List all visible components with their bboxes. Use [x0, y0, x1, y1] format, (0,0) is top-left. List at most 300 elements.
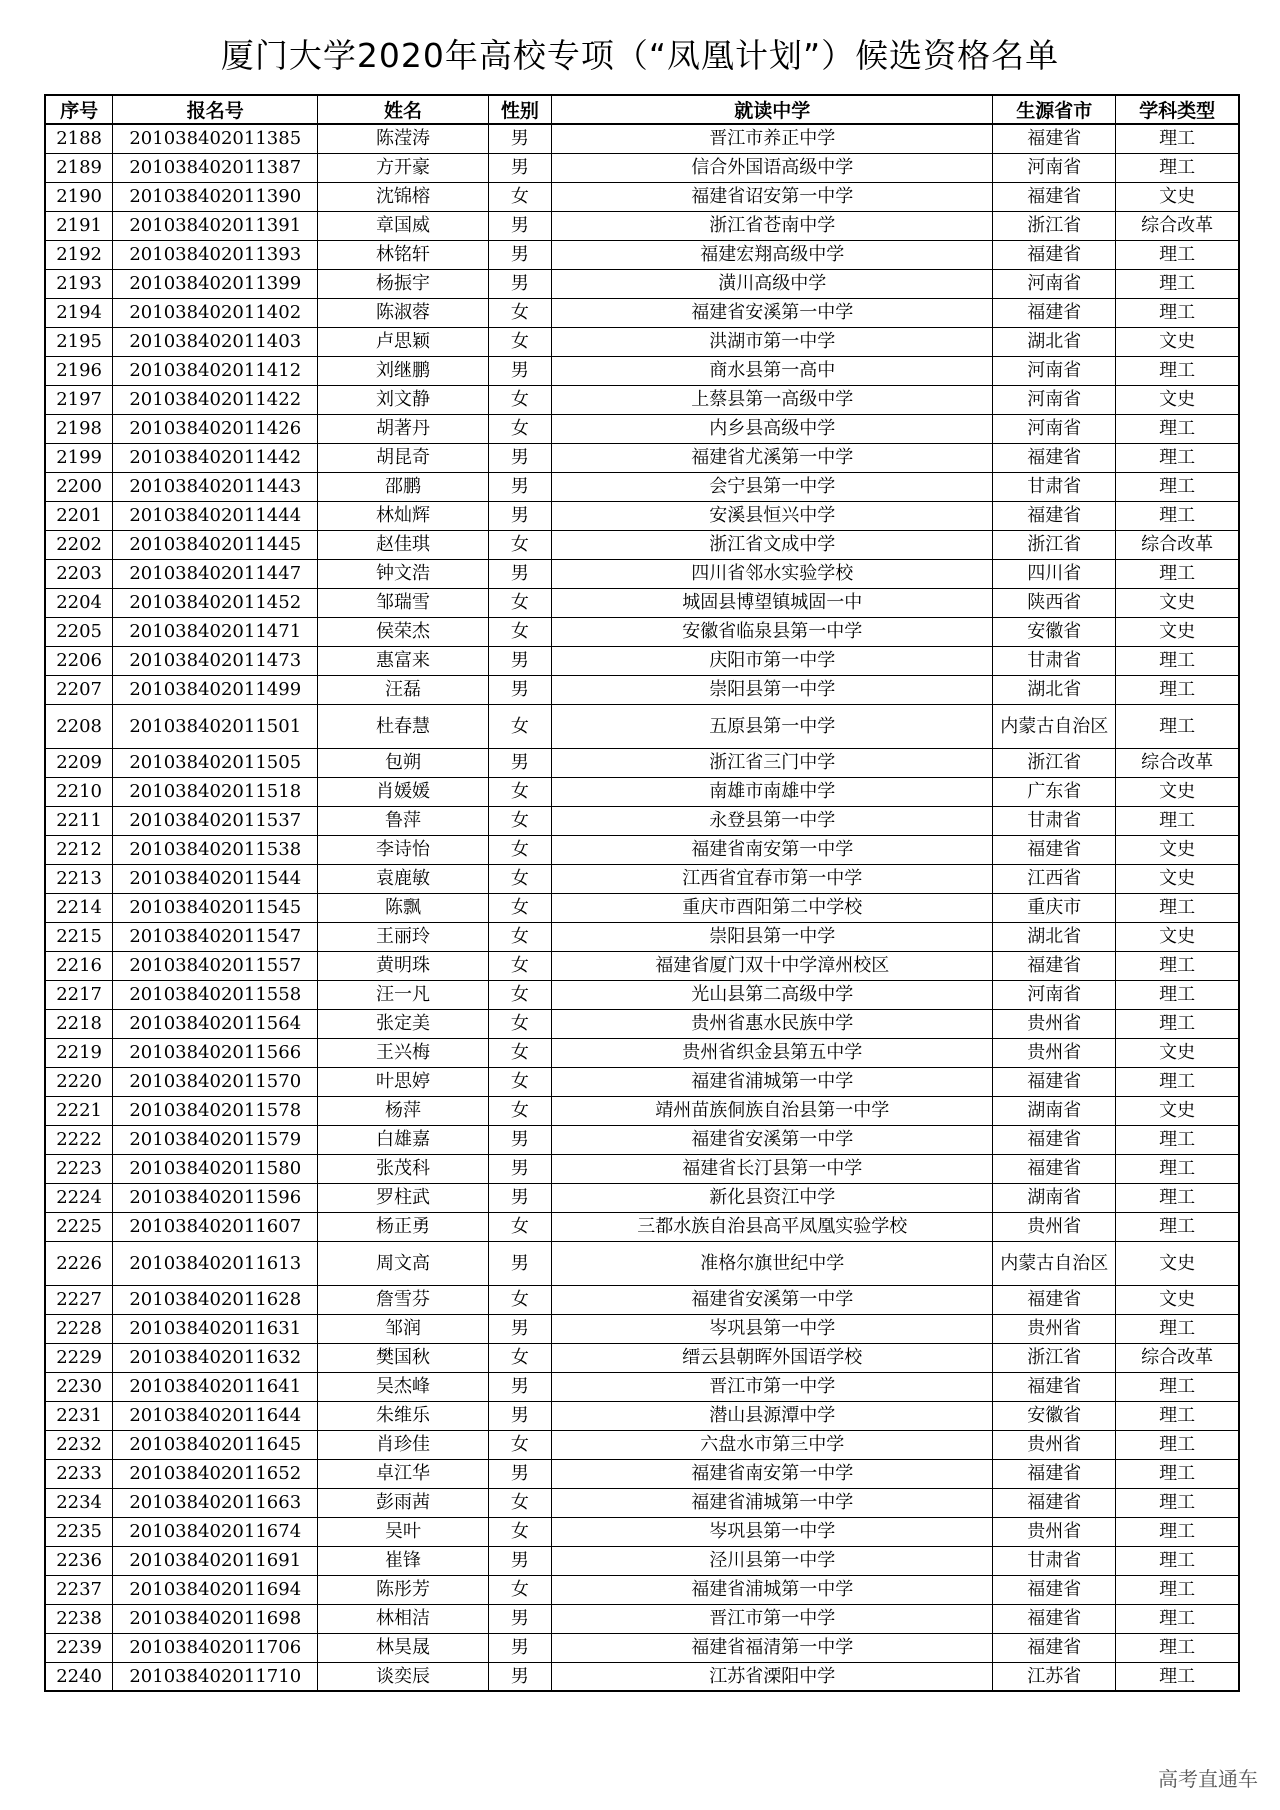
- seq-cell: 2238: [45, 1604, 113, 1633]
- reg-no-cell: 201038402011694: [113, 1575, 318, 1604]
- table-row: [45, 1488, 1239, 1517]
- reg-no-cell: 201038402011444: [113, 501, 318, 530]
- subject-cell: 理工: [1116, 356, 1239, 385]
- table-row: [45, 1343, 1239, 1372]
- seq-cell: 2190: [45, 182, 113, 211]
- province-cell: 陕西省: [993, 588, 1116, 617]
- province-cell: 福建省: [993, 1633, 1116, 1662]
- table-row: [45, 806, 1239, 835]
- gender-cell: 女: [488, 414, 552, 443]
- seq-cell: 2201: [45, 501, 113, 530]
- subject-cell: 理工: [1116, 1009, 1239, 1038]
- seq-cell: 2231: [45, 1401, 113, 1430]
- school-cell: 贵州省惠水民族中学: [552, 1009, 993, 1038]
- table-row: [45, 1372, 1239, 1401]
- gender-cell: 女: [488, 1517, 552, 1546]
- candidate-table: [44, 94, 1240, 1692]
- subject-cell: 理工: [1116, 1314, 1239, 1343]
- province-cell: 贵州省: [993, 1009, 1116, 1038]
- gender-cell: 男: [488, 124, 552, 153]
- seq-cell: 2232: [45, 1430, 113, 1459]
- table-row: [45, 1575, 1239, 1604]
- gender-cell: 女: [488, 385, 552, 414]
- seq-cell: 2207: [45, 675, 113, 704]
- seq-cell: 2214: [45, 893, 113, 922]
- school-cell: 四川省邻水实验学校: [552, 559, 993, 588]
- reg-no-cell: 201038402011391: [113, 211, 318, 240]
- seq-cell: 2229: [45, 1343, 113, 1372]
- gender-cell: 女: [488, 980, 552, 1009]
- gender-cell: 男: [488, 646, 552, 675]
- subject-cell: 理工: [1116, 1488, 1239, 1517]
- seq-cell: 2205: [45, 617, 113, 646]
- school-cell: 安徽省临泉县第一中学: [552, 617, 993, 646]
- subject-cell: 文史: [1116, 864, 1239, 893]
- table-row: [45, 414, 1239, 443]
- table-row: [45, 1154, 1239, 1183]
- subject-cell: 理工: [1116, 443, 1239, 472]
- name-cell: 谈奕辰: [318, 1662, 488, 1691]
- reg-no-cell: 201038402011393: [113, 240, 318, 269]
- gender-cell: 女: [488, 1488, 552, 1517]
- table-body: [45, 124, 1239, 1691]
- table-row: [45, 182, 1239, 211]
- province-cell: 河南省: [993, 269, 1116, 298]
- gender-cell: 女: [488, 1575, 552, 1604]
- school-cell: 南雄市南雄中学: [552, 777, 993, 806]
- province-cell: 福建省: [993, 1488, 1116, 1517]
- name-cell: 赵佳琪: [318, 530, 488, 559]
- reg-no-cell: 201038402011674: [113, 1517, 318, 1546]
- subject-cell: 理工: [1116, 1575, 1239, 1604]
- table-row: [45, 559, 1239, 588]
- name-cell: 叶思婷: [318, 1067, 488, 1096]
- name-cell: 彭雨茜: [318, 1488, 488, 1517]
- column-header-seq: 序号: [45, 95, 113, 124]
- seq-cell: 2234: [45, 1488, 113, 1517]
- reg-no-cell: 201038402011537: [113, 806, 318, 835]
- province-cell: 福建省: [993, 1459, 1116, 1488]
- page-title: 厦门大学2020年高校专项（“凤凰计划”）候选资格名单: [220, 36, 1060, 75]
- name-cell: 吴叶: [318, 1517, 488, 1546]
- name-cell: 邹瑞雪: [318, 588, 488, 617]
- name-cell: 惠富来: [318, 646, 488, 675]
- seq-cell: 2222: [45, 1125, 113, 1154]
- name-cell: 朱维乐: [318, 1401, 488, 1430]
- name-cell: 杨正勇: [318, 1212, 488, 1241]
- school-cell: 福建省浦城第一中学: [552, 1067, 993, 1096]
- gender-cell: 女: [488, 864, 552, 893]
- reg-no-cell: 201038402011580: [113, 1154, 318, 1183]
- reg-no-cell: 201038402011399: [113, 269, 318, 298]
- seq-cell: 2212: [45, 835, 113, 864]
- subject-cell: 理工: [1116, 1401, 1239, 1430]
- province-cell: 福建省: [993, 501, 1116, 530]
- reg-no-cell: 201038402011596: [113, 1183, 318, 1212]
- reg-no-cell: 201038402011613: [113, 1241, 318, 1285]
- seq-cell: 2221: [45, 1096, 113, 1125]
- reg-no-cell: 201038402011645: [113, 1430, 318, 1459]
- reg-no-cell: 201038402011644: [113, 1401, 318, 1430]
- seq-cell: 2193: [45, 269, 113, 298]
- province-cell: 河南省: [993, 356, 1116, 385]
- gender-cell: 男: [488, 1183, 552, 1212]
- reg-no-cell: 201038402011518: [113, 777, 318, 806]
- gender-cell: 女: [488, 1430, 552, 1459]
- table-row: [45, 748, 1239, 777]
- province-cell: 湖北省: [993, 922, 1116, 951]
- table-row: [45, 646, 1239, 675]
- seq-cell: 2236: [45, 1546, 113, 1575]
- seq-cell: 2218: [45, 1009, 113, 1038]
- reg-no-cell: 201038402011570: [113, 1067, 318, 1096]
- subject-cell: 理工: [1116, 1212, 1239, 1241]
- school-cell: 重庆市酉阳第二中学校: [552, 893, 993, 922]
- subject-cell: 综合改革: [1116, 1343, 1239, 1372]
- school-cell: 三都水族自治县高平凤凰实验学校: [552, 1212, 993, 1241]
- gender-cell: 女: [488, 1343, 552, 1372]
- name-cell: 詹雪芬: [318, 1285, 488, 1314]
- seq-cell: 2209: [45, 748, 113, 777]
- seq-cell: 2219: [45, 1038, 113, 1067]
- gender-cell: 男: [488, 472, 552, 501]
- province-cell: 湖南省: [993, 1183, 1116, 1212]
- gender-cell: 女: [488, 1212, 552, 1241]
- seq-cell: 2208: [45, 704, 113, 748]
- name-cell: 王丽玲: [318, 922, 488, 951]
- school-cell: 靖州苗族侗族自治县第一中学: [552, 1096, 993, 1125]
- seq-cell: 2200: [45, 472, 113, 501]
- school-cell: 福建省福清第一中学: [552, 1633, 993, 1662]
- reg-no-cell: 201038402011452: [113, 588, 318, 617]
- table-row: [45, 864, 1239, 893]
- table-row: [45, 1067, 1239, 1096]
- province-cell: 贵州省: [993, 1430, 1116, 1459]
- province-cell: 内蒙古自治区: [993, 1241, 1116, 1285]
- subject-cell: 理工: [1116, 1183, 1239, 1212]
- name-cell: 罗柱武: [318, 1183, 488, 1212]
- gender-cell: 男: [488, 675, 552, 704]
- gender-cell: 男: [488, 501, 552, 530]
- table-row: [45, 1285, 1239, 1314]
- name-cell: 邹润: [318, 1314, 488, 1343]
- subject-cell: 文史: [1116, 1241, 1239, 1285]
- province-cell: 河南省: [993, 980, 1116, 1009]
- province-cell: 福建省: [993, 443, 1116, 472]
- seq-cell: 2227: [45, 1285, 113, 1314]
- gender-cell: 男: [488, 356, 552, 385]
- subject-cell: 理工: [1116, 1459, 1239, 1488]
- school-cell: 福建省浦城第一中学: [552, 1575, 993, 1604]
- subject-cell: 文史: [1116, 588, 1239, 617]
- school-cell: 崇阳县第一中学: [552, 922, 993, 951]
- province-cell: 湖南省: [993, 1096, 1116, 1125]
- school-cell: 潜山县源潭中学: [552, 1401, 993, 1430]
- name-cell: 卓江华: [318, 1459, 488, 1488]
- table-row: [45, 124, 1239, 153]
- column-header-name: 姓名: [318, 95, 488, 124]
- school-cell: 准格尔旗世纪中学: [552, 1241, 993, 1285]
- name-cell: 张茂科: [318, 1154, 488, 1183]
- name-cell: 刘继鹏: [318, 356, 488, 385]
- province-cell: 广东省: [993, 777, 1116, 806]
- column-header-subject: 学科类型: [1116, 95, 1239, 124]
- province-cell: 福建省: [993, 1067, 1116, 1096]
- reg-no-cell: 201038402011558: [113, 980, 318, 1009]
- seq-cell: 2220: [45, 1067, 113, 1096]
- school-cell: 上蔡县第一高级中学: [552, 385, 993, 414]
- table-row: [45, 269, 1239, 298]
- seq-cell: 2199: [45, 443, 113, 472]
- school-cell: 贵州省织金县第五中学: [552, 1038, 993, 1067]
- table-row: [45, 951, 1239, 980]
- subject-cell: 理工: [1116, 472, 1239, 501]
- school-cell: 福建省南安第一中学: [552, 1459, 993, 1488]
- seq-cell: 2216: [45, 951, 113, 980]
- reg-no-cell: 201038402011564: [113, 1009, 318, 1038]
- gender-cell: 女: [488, 951, 552, 980]
- reg-no-cell: 201038402011632: [113, 1343, 318, 1372]
- seq-cell: 2202: [45, 530, 113, 559]
- province-cell: 福建省: [993, 1154, 1116, 1183]
- province-cell: 江苏省: [993, 1662, 1116, 1691]
- table-row: [45, 1212, 1239, 1241]
- name-cell: 鲁萍: [318, 806, 488, 835]
- subject-cell: 理工: [1116, 269, 1239, 298]
- name-cell: 胡昆奇: [318, 443, 488, 472]
- gender-cell: 男: [488, 1604, 552, 1633]
- school-cell: 晋江市养正中学: [552, 124, 993, 153]
- school-cell: 福建省厦门双十中学漳州校区: [552, 951, 993, 980]
- subject-cell: 理工: [1116, 1372, 1239, 1401]
- province-cell: 安徽省: [993, 617, 1116, 646]
- name-cell: 林相洁: [318, 1604, 488, 1633]
- table-row: [45, 893, 1239, 922]
- table-row: [45, 1517, 1239, 1546]
- school-cell: 岑巩县第一中学: [552, 1314, 993, 1343]
- reg-no-cell: 201038402011544: [113, 864, 318, 893]
- province-cell: 贵州省: [993, 1038, 1116, 1067]
- reg-no-cell: 201038402011445: [113, 530, 318, 559]
- table-row: [45, 327, 1239, 356]
- table-row: [45, 501, 1239, 530]
- gender-cell: 女: [488, 922, 552, 951]
- province-cell: 福建省: [993, 1285, 1116, 1314]
- name-cell: 周文高: [318, 1241, 488, 1285]
- reg-no-cell: 201038402011631: [113, 1314, 318, 1343]
- name-cell: 王兴梅: [318, 1038, 488, 1067]
- name-cell: 刘文静: [318, 385, 488, 414]
- name-cell: 陈淑蓉: [318, 298, 488, 327]
- reg-no-cell: 201038402011442: [113, 443, 318, 472]
- school-cell: 信合外国语高级中学: [552, 153, 993, 182]
- province-cell: 甘肃省: [993, 1546, 1116, 1575]
- school-cell: 福建省安溪第一中学: [552, 1125, 993, 1154]
- subject-cell: 综合改革: [1116, 211, 1239, 240]
- table-row: [45, 588, 1239, 617]
- reg-no-cell: 201038402011501: [113, 704, 318, 748]
- seq-cell: 2195: [45, 327, 113, 356]
- gender-cell: 男: [488, 443, 552, 472]
- seq-cell: 2210: [45, 777, 113, 806]
- school-cell: 安溪县恒兴中学: [552, 501, 993, 530]
- province-cell: 河南省: [993, 153, 1116, 182]
- gender-cell: 女: [488, 704, 552, 748]
- column-header-school: 就读中学: [552, 95, 993, 124]
- province-cell: 江西省: [993, 864, 1116, 893]
- name-cell: 吴杰峰: [318, 1372, 488, 1401]
- subject-cell: 理工: [1116, 414, 1239, 443]
- name-cell: 杨振宇: [318, 269, 488, 298]
- gender-cell: 女: [488, 1009, 552, 1038]
- seq-cell: 2194: [45, 298, 113, 327]
- gender-cell: 女: [488, 588, 552, 617]
- table-row: [45, 211, 1239, 240]
- name-cell: 侯荣杰: [318, 617, 488, 646]
- province-cell: 福建省: [993, 1604, 1116, 1633]
- school-cell: 福建省长汀县第一中学: [552, 1154, 993, 1183]
- name-cell: 汪磊: [318, 675, 488, 704]
- name-cell: 肖媛媛: [318, 777, 488, 806]
- seq-cell: 2197: [45, 385, 113, 414]
- province-cell: 四川省: [993, 559, 1116, 588]
- subject-cell: 理工: [1116, 704, 1239, 748]
- name-cell: 汪一凡: [318, 980, 488, 1009]
- province-cell: 甘肃省: [993, 646, 1116, 675]
- reg-no-cell: 201038402011538: [113, 835, 318, 864]
- seq-cell: 2189: [45, 153, 113, 182]
- table-row: [45, 1604, 1239, 1633]
- school-cell: 内乡县高级中学: [552, 414, 993, 443]
- gender-cell: 女: [488, 1067, 552, 1096]
- province-cell: 贵州省: [993, 1314, 1116, 1343]
- gender-cell: 女: [488, 327, 552, 356]
- province-cell: 福建省: [993, 124, 1116, 153]
- subject-cell: 理工: [1116, 1546, 1239, 1575]
- school-cell: 洪湖市第一中学: [552, 327, 993, 356]
- reg-no-cell: 201038402011663: [113, 1488, 318, 1517]
- school-cell: 五原县第一中学: [552, 704, 993, 748]
- province-cell: 浙江省: [993, 211, 1116, 240]
- table-row: [45, 472, 1239, 501]
- gender-cell: 女: [488, 1038, 552, 1067]
- subject-cell: 文史: [1116, 835, 1239, 864]
- name-cell: 包朔: [318, 748, 488, 777]
- province-cell: 内蒙古自治区: [993, 704, 1116, 748]
- gender-cell: 女: [488, 530, 552, 559]
- seq-cell: 2203: [45, 559, 113, 588]
- reg-no-cell: 201038402011447: [113, 559, 318, 588]
- province-cell: 安徽省: [993, 1401, 1116, 1430]
- seq-cell: 2237: [45, 1575, 113, 1604]
- subject-cell: 理工: [1116, 559, 1239, 588]
- gender-cell: 女: [488, 835, 552, 864]
- province-cell: 福建省: [993, 240, 1116, 269]
- school-cell: 庆阳市第一中学: [552, 646, 993, 675]
- name-cell: 陈彤芳: [318, 1575, 488, 1604]
- reg-no-cell: 201038402011691: [113, 1546, 318, 1575]
- gender-cell: 女: [488, 617, 552, 646]
- name-cell: 林灿辉: [318, 501, 488, 530]
- table-row: [45, 617, 1239, 646]
- gender-cell: 女: [488, 777, 552, 806]
- seq-cell: 2225: [45, 1212, 113, 1241]
- reg-no-cell: 201038402011412: [113, 356, 318, 385]
- subject-cell: 理工: [1116, 1154, 1239, 1183]
- watermark: 高考直通车: [1158, 1767, 1258, 1791]
- seq-cell: 2192: [45, 240, 113, 269]
- table-row: [45, 1125, 1239, 1154]
- reg-no-cell: 201038402011422: [113, 385, 318, 414]
- table-row: [45, 298, 1239, 327]
- subject-cell: 理工: [1116, 1633, 1239, 1662]
- name-cell: 杨萍: [318, 1096, 488, 1125]
- school-cell: 崇阳县第一中学: [552, 675, 993, 704]
- column-header-reg-no: 报名号: [113, 95, 318, 124]
- subject-cell: 理工: [1116, 124, 1239, 153]
- school-cell: 六盘水市第三中学: [552, 1430, 993, 1459]
- subject-cell: 理工: [1116, 646, 1239, 675]
- school-cell: 浙江省三门中学: [552, 748, 993, 777]
- table-row: [45, 704, 1239, 748]
- name-cell: 陈飘: [318, 893, 488, 922]
- province-cell: 重庆市: [993, 893, 1116, 922]
- province-cell: 贵州省: [993, 1517, 1116, 1546]
- table-row: [45, 1546, 1239, 1575]
- reg-no-cell: 201038402011628: [113, 1285, 318, 1314]
- reg-no-cell: 201038402011385: [113, 124, 318, 153]
- reg-no-cell: 201038402011652: [113, 1459, 318, 1488]
- province-cell: 福建省: [993, 1575, 1116, 1604]
- subject-cell: 文史: [1116, 922, 1239, 951]
- table-row: [45, 1241, 1239, 1285]
- reg-no-cell: 201038402011579: [113, 1125, 318, 1154]
- province-cell: 甘肃省: [993, 472, 1116, 501]
- gender-cell: 男: [488, 1459, 552, 1488]
- subject-cell: 文史: [1116, 777, 1239, 806]
- subject-cell: 理工: [1116, 1125, 1239, 1154]
- name-cell: 李诗怡: [318, 835, 488, 864]
- gender-cell: 女: [488, 1285, 552, 1314]
- subject-cell: 文史: [1116, 1038, 1239, 1067]
- subject-cell: 文史: [1116, 617, 1239, 646]
- province-cell: 福建省: [993, 951, 1116, 980]
- province-cell: 福建省: [993, 835, 1116, 864]
- seq-cell: 2211: [45, 806, 113, 835]
- name-cell: 钟文浩: [318, 559, 488, 588]
- school-cell: 缙云县朝晖外国语学校: [552, 1343, 993, 1372]
- seq-cell: 2206: [45, 646, 113, 675]
- school-cell: 福建省浦城第一中学: [552, 1488, 993, 1517]
- school-cell: 福建省安溪第一中学: [552, 1285, 993, 1314]
- reg-no-cell: 201038402011578: [113, 1096, 318, 1125]
- school-cell: 晋江市第一中学: [552, 1372, 993, 1401]
- reg-no-cell: 201038402011706: [113, 1633, 318, 1662]
- gender-cell: 男: [488, 1633, 552, 1662]
- reg-no-cell: 201038402011698: [113, 1604, 318, 1633]
- province-cell: 福建省: [993, 298, 1116, 327]
- reg-no-cell: 201038402011443: [113, 472, 318, 501]
- gender-cell: 男: [488, 1314, 552, 1343]
- reg-no-cell: 201038402011641: [113, 1372, 318, 1401]
- subject-cell: 理工: [1116, 1067, 1239, 1096]
- subject-cell: 理工: [1116, 1430, 1239, 1459]
- subject-cell: 文史: [1116, 385, 1239, 414]
- reg-no-cell: 201038402011471: [113, 617, 318, 646]
- table-row: [45, 1401, 1239, 1430]
- province-cell: 湖北省: [993, 675, 1116, 704]
- table-row: [45, 675, 1239, 704]
